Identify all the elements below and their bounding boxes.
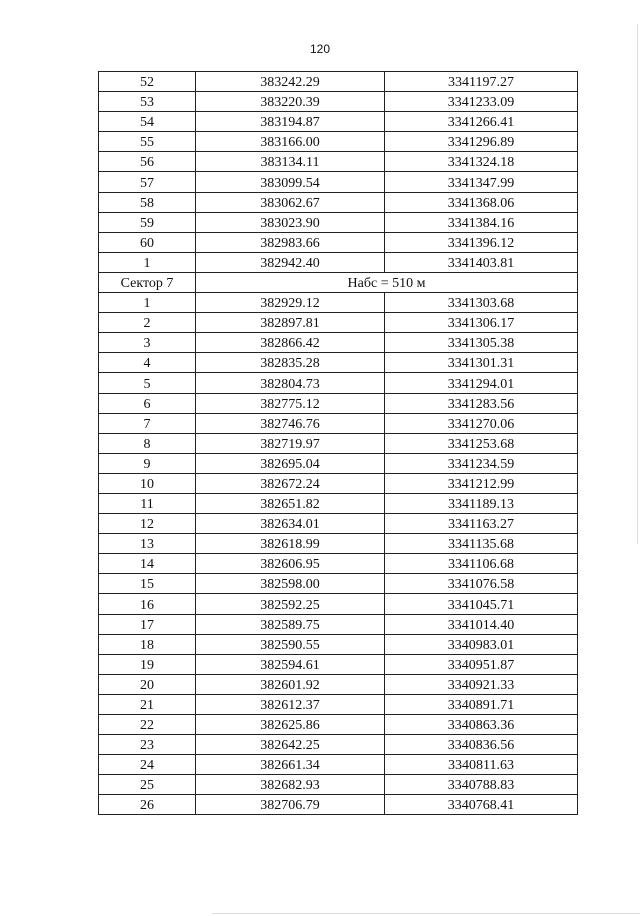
x-coordinate-cell: 382590.55: [196, 634, 385, 654]
y-coordinate-cell: 3341197.27: [385, 72, 578, 92]
table-row: [99, 514, 578, 534]
table-row: [99, 152, 578, 172]
point-number-cell: 2: [99, 313, 196, 333]
point-number-cell: 22: [99, 715, 196, 735]
point-number-cell: 15: [99, 574, 196, 594]
x-coordinate-cell: 383194.87: [196, 112, 385, 132]
x-coordinate-cell: 382612.37: [196, 694, 385, 714]
y-coordinate-cell: 3341014.40: [385, 614, 578, 634]
point-number-cell: 19: [99, 654, 196, 674]
y-coordinate-cell: 3340863.36: [385, 715, 578, 735]
point-number-cell: 23: [99, 735, 196, 755]
point-number-cell: 5: [99, 373, 196, 393]
x-coordinate-cell: 382983.66: [196, 232, 385, 252]
x-coordinate-cell: 382897.81: [196, 313, 385, 333]
x-coordinate-cell: 382651.82: [196, 493, 385, 513]
point-number-cell: 6: [99, 393, 196, 413]
x-coordinate-cell: 383242.29: [196, 72, 385, 92]
point-number-cell: 11: [99, 493, 196, 513]
y-coordinate-cell: 3341347.99: [385, 172, 578, 192]
x-coordinate-cell: 383062.67: [196, 192, 385, 212]
y-coordinate-cell: 3341396.12: [385, 232, 578, 252]
y-coordinate-cell: 3340768.41: [385, 795, 578, 815]
y-coordinate-cell: 3341306.17: [385, 313, 578, 333]
y-coordinate-cell: 3340983.01: [385, 634, 578, 654]
table-row: [99, 72, 578, 92]
table-row: [99, 212, 578, 232]
sector-header-group: [99, 272, 578, 292]
x-coordinate-cell: 382695.04: [196, 453, 385, 473]
table-row: [99, 132, 578, 152]
y-coordinate-cell: 3341324.18: [385, 152, 578, 172]
x-coordinate-cell: 383134.11: [196, 152, 385, 172]
y-coordinate-cell: 3340891.71: [385, 694, 578, 714]
point-number-cell: 60: [99, 232, 196, 252]
x-coordinate-cell: 382589.75: [196, 614, 385, 634]
table-row: [99, 232, 578, 252]
table-row: [99, 554, 578, 574]
x-coordinate-cell: 382775.12: [196, 393, 385, 413]
point-number-cell: 4: [99, 353, 196, 373]
y-coordinate-cell: 3341045.71: [385, 594, 578, 614]
y-coordinate-cell: 3340921.33: [385, 674, 578, 694]
y-coordinate-cell: 3341253.68: [385, 433, 578, 453]
point-number-cell: 16: [99, 594, 196, 614]
table-row: [99, 614, 578, 634]
x-coordinate-cell: 383220.39: [196, 92, 385, 112]
y-coordinate-cell: 3341163.27: [385, 514, 578, 534]
table-row: [99, 252, 578, 272]
y-coordinate-cell: 3340951.87: [385, 654, 578, 674]
y-coordinate-cell: 3341283.56: [385, 393, 578, 413]
table-row: [99, 674, 578, 694]
table-row: [99, 715, 578, 735]
table-row: [99, 634, 578, 654]
point-number-cell: 59: [99, 212, 196, 232]
x-coordinate-cell: 382598.00: [196, 574, 385, 594]
y-coordinate-cell: 3341234.59: [385, 453, 578, 473]
x-coordinate-cell: 383166.00: [196, 132, 385, 152]
x-coordinate-cell: 382634.01: [196, 514, 385, 534]
table-row: [99, 534, 578, 554]
y-coordinate-cell: 3341212.99: [385, 473, 578, 493]
table-row: [99, 393, 578, 413]
x-coordinate-cell: 383023.90: [196, 212, 385, 232]
point-number-cell: 7: [99, 413, 196, 433]
point-number-cell: 21: [99, 694, 196, 714]
y-coordinate-cell: 3341189.13: [385, 493, 578, 513]
point-number-cell: 13: [99, 534, 196, 554]
point-number-cell: 20: [99, 674, 196, 694]
table-row: [99, 755, 578, 775]
table-row: [99, 192, 578, 212]
table-row: [99, 775, 578, 795]
table-row: [99, 313, 578, 333]
x-coordinate-cell: 382746.76: [196, 413, 385, 433]
point-number-cell: 25: [99, 775, 196, 795]
table-row: [99, 654, 578, 674]
point-number-cell: 18: [99, 634, 196, 654]
table-group-b: [99, 293, 578, 815]
y-coordinate-cell: 3341303.68: [385, 293, 578, 313]
page-number: 120: [309, 42, 331, 56]
x-coordinate-cell: 382642.25: [196, 735, 385, 755]
table-row: [99, 112, 578, 132]
sector-height: Набс = 510 м: [196, 272, 578, 292]
x-coordinate-cell: 382606.95: [196, 554, 385, 574]
x-coordinate-cell: 382618.99: [196, 534, 385, 554]
point-number-cell: 1: [99, 293, 196, 313]
y-coordinate-cell: 3340788.83: [385, 775, 578, 795]
scan-edge-right: [637, 24, 638, 544]
point-number-cell: 57: [99, 172, 196, 192]
x-coordinate-cell: 382594.61: [196, 654, 385, 674]
table-row: [99, 293, 578, 313]
point-number-cell: 9: [99, 453, 196, 473]
x-coordinate-cell: 382866.42: [196, 333, 385, 353]
y-coordinate-cell: 3341305.38: [385, 333, 578, 353]
x-coordinate-cell: 382835.28: [196, 353, 385, 373]
table-row: [99, 594, 578, 614]
point-number-cell: 8: [99, 433, 196, 453]
y-coordinate-cell: 3341384.16: [385, 212, 578, 232]
y-coordinate-cell: 3341296.89: [385, 132, 578, 152]
point-number-cell: 52: [99, 72, 196, 92]
table-row: [99, 453, 578, 473]
x-coordinate-cell: 382942.40: [196, 252, 385, 272]
point-number-cell: 14: [99, 554, 196, 574]
point-number-cell: 3: [99, 333, 196, 353]
point-number-cell: 56: [99, 152, 196, 172]
point-number-cell: 58: [99, 192, 196, 212]
y-coordinate-cell: 3340836.56: [385, 735, 578, 755]
x-coordinate-cell: 382929.12: [196, 293, 385, 313]
y-coordinate-cell: 3340811.63: [385, 755, 578, 775]
table-row: [99, 735, 578, 755]
y-coordinate-cell: 3341266.41: [385, 112, 578, 132]
x-coordinate-cell: 382601.92: [196, 674, 385, 694]
table-row: [99, 493, 578, 513]
x-coordinate-cell: 382682.93: [196, 775, 385, 795]
x-coordinate-cell: 382804.73: [196, 373, 385, 393]
point-number-cell: 12: [99, 514, 196, 534]
point-number-cell: 17: [99, 614, 196, 634]
table-row: [99, 172, 578, 192]
point-number-cell: 24: [99, 755, 196, 775]
table-row: [99, 433, 578, 453]
table-row: [99, 353, 578, 373]
coordinates-table: [98, 71, 578, 815]
table-group-a: [99, 72, 578, 273]
x-coordinate-cell: 382661.34: [196, 755, 385, 775]
point-number-cell: 10: [99, 473, 196, 493]
x-coordinate-cell: 383099.54: [196, 172, 385, 192]
x-coordinate-cell: 382706.79: [196, 795, 385, 815]
point-number-cell: 53: [99, 92, 196, 112]
point-number-cell: 1: [99, 252, 196, 272]
y-coordinate-cell: 3341301.31: [385, 353, 578, 373]
y-coordinate-cell: 3341135.68: [385, 534, 578, 554]
y-coordinate-cell: 3341294.01: [385, 373, 578, 393]
table-row: [99, 373, 578, 393]
y-coordinate-cell: 3341368.06: [385, 192, 578, 212]
sector-header-row: [99, 272, 578, 292]
x-coordinate-cell: 382592.25: [196, 594, 385, 614]
point-number-cell: 54: [99, 112, 196, 132]
table-row: [99, 413, 578, 433]
y-coordinate-cell: 3341076.58: [385, 574, 578, 594]
table-row: [99, 333, 578, 353]
y-coordinate-cell: 3341270.06: [385, 413, 578, 433]
table-row: [99, 473, 578, 493]
point-number-cell: 26: [99, 795, 196, 815]
x-coordinate-cell: 382672.24: [196, 473, 385, 493]
x-coordinate-cell: 382719.97: [196, 433, 385, 453]
sector-label: Сектор 7: [99, 272, 196, 292]
y-coordinate-cell: 3341233.09: [385, 92, 578, 112]
y-coordinate-cell: 3341403.81: [385, 252, 578, 272]
point-number-cell: 55: [99, 132, 196, 152]
table-row: [99, 574, 578, 594]
x-coordinate-cell: 382625.86: [196, 715, 385, 735]
y-coordinate-cell: 3341106.68: [385, 554, 578, 574]
table-row: [99, 694, 578, 714]
table-row: [99, 795, 578, 815]
table-row: [99, 92, 578, 112]
scan-edge-bottom: [212, 913, 640, 914]
